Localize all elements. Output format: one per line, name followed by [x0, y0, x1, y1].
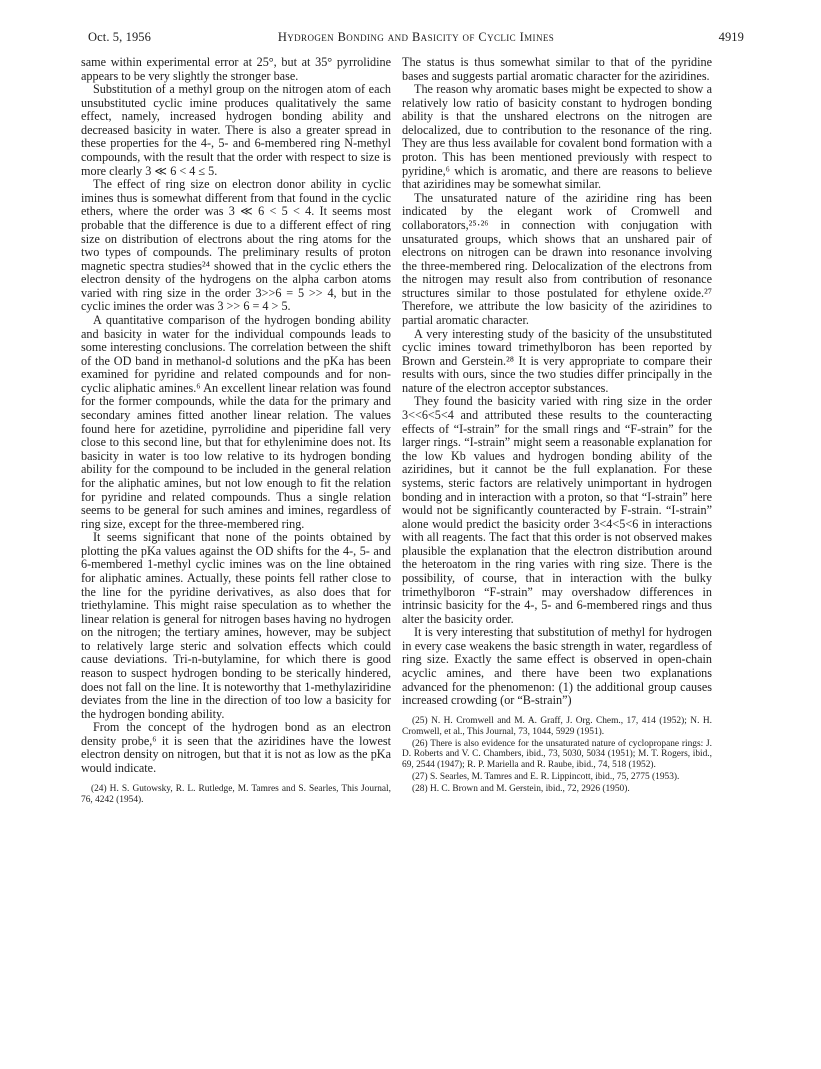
paragraph: It seems significant that none of the points obtained by plotting the pKa values against the OD shifts for the 4-, 5- and 6-membered 1-methyl cyclic imines was on the line obtained for aliphatic amines. Actually, these points fell rather close to the line for the pyridine derivatives, as also does that for triethylamine. This might raise speculation as to whether the linear relation is general for nitrogen bases having no hydrogen on the nitrogen; the tertiary amines, however, may be subject to relatively large steric and solvation effects which could cause deviations. Tri-n-butylamine, for which there is good reason to suspect hydrogen bonding to be sterically hindered, does not fall on the line. It is noteworthy that 1-methylaziridine deviates from the line in the direction of too low a basicity for the hydrogen bonding ability.: [81, 530, 391, 721]
paragraph: From the concept of the hydrogen bond as an electron density probe,⁶ it is seen that the aziridines have the lowest electron density on nitrogen, but that it is not as low as the pKa would indicate.: [81, 720, 391, 776]
paragraph: A quantitative comparison of the hydrogen bonding ability and basicity in water for the individual compounds leads to some interesting conclusions. The correlation between the shift of the OD band in methanol-d solutions and the pKa has been examined for pyridine and related compounds and for non-cyclic aliphatic amines.⁶ An excellent linear relation was found for the former compounds, while the data for the primary and secondary amines fitted another linear relation. The values found here for azetidine, pyrrolidine and piperidine fall very close to this second line, but that for ethylenimine does not. Its basicity in water is too low relative to its hydrogen bonding ability for the compound to be included in the general relation for the aliphatic amines, but not low enough to fit the relation for pyridine and related compounds. Thus a single relation seems to be general for such amines and imines, regardless of ring size, except for the three-membered ring.: [81, 312, 391, 531]
running-header: [88, 30, 744, 50]
footnotes: [402, 716, 712, 795]
footnote: (24) H. S. Gutowsky, R. L. Rutledge, M. Tamres and S. Searles, This Journal, 76, 4242 (1954).: [81, 783, 391, 805]
paragraph: The unsaturated nature of the aziridine ring has been indicated by the elegant work of Cromwell and collaborators,²⁵·²⁶ in connection with conjugation with unsaturated groups, which shows that an unshared pair of electrons on nitrogen can be drawn into resonance involving the three-membered ring. Delocalization of the electrons from the nitrogen may result also from contribution of resonance structures similar to those postulated for ethylene oxide.²⁷ Therefore, we attribute the low basicity of the aziridines to partial aromatic character.: [402, 190, 712, 327]
paragraph: The status is thus somewhat similar to that of the pyridine bases and suggests partial aromatic character for the aziridines.: [402, 55, 712, 83]
paragraph: Substitution of a methyl group on the nitrogen atom of each unsubstituted cyclic imine produces qualitatively the same effect, namely, increased hydrogen bonding ability and decreased basicity in water. There is also a greater spread in these properties for the 4-, 5- and 6-membered ring N-methyl compounds, with the result that the order with respect to size is more clearly 3 ≪ 6 < 4 ≤ 5.: [81, 82, 391, 178]
left-column: [81, 56, 391, 806]
paragraph: They found the basicity varied with ring size in the order 3<<6<5<4 and attributed these results to the counteracting effects of “I-strain” for the small rings and “F-strain” for the larger rings. “I-strain” might seem a reasonable explanation for the low Kb values and hydrogen bonding ability of the aziridines, but it cannot be the full explanation. For these systems, steric factors are relatively unimportant in hydrogen bonding and in interaction with a proton, so that “I-strain” here would not be significantly counteracted by F-strain. “I-strain” alone would predict the basicity order 3<4<5<6 in interactions with all reagents. The fact that this order is not observed makes plausible the explanation that the electron distribution around the heteroatom in the ring varies with ring size. There is the possibility, of course, that in interaction with the bulky trimethylboron “F-strain” may overshadow differences in intrinsic basicity for the 4-, 5- and 6-membered rings and thus alter the basicity order.: [402, 394, 712, 626]
footnote: (28) H. C. Brown and M. Gerstein, ibid., 72, 2926 (1950).: [412, 784, 630, 795]
paragraph: A very interesting study of the basicity of the unsubstituted cyclic imines toward trimethylboron has been reported by Brown and Gerstein.²⁸ It is very appropriate to compare their results with ours, since the two studies differ principally in the nature of the electron acceptor substances.: [402, 326, 712, 395]
footnotes: [81, 784, 391, 806]
right-column: [402, 56, 712, 796]
footnote: (25) N. H. Cromwell and M. A. Graff, J. Org. Chem., 17, 414 (1952); N. H. Cromwell, et al., This Journal, 73, 1044, 5929 (1951).: [402, 715, 712, 737]
footnote: (27) S. Searles, M. Tamres and E. R. Lippincott, ibid., 75, 2775 (1953).: [412, 772, 680, 783]
paragraph: same within experimental error at 25°, but at 35° pyrrolidine appears to be very slightly the stronger base.: [81, 55, 391, 83]
paragraph: It is very interesting that substitution of methyl for hydrogen in every case weakens the basic strength in water, regardless of ring size. Exactly the same effect is observed in open-chain acyclic amines, and there have been two explanations advanced for the phenomenon: (1) the additional group causes increased crowding (or “B-strain”): [402, 625, 712, 708]
paragraph: The reason why aromatic bases might be expected to show a relatively low ratio of basicity constant to hydrogen bonding ability is that the unshared electrons on the nitrogen are delocalized, due to contribution to the resonance of the ring. They are thus less available for covalent bond formation with a proton. This has been mentioned previously with respect to pyridine,⁶ which is aromatic, and there are reasons to believe that aziridines may be somewhat similar.: [402, 82, 712, 192]
footnote: (26) There is also evidence for the unsaturated nature of cyclopropane rings: J. D. Roberts and V. C. Chambers, ibid., 73, 5030, 5034 (1951); M. T. Rogers, ibid., 69, 2544 (1947); R. P. Mariella and R. Raube, ibid., 74, 518 (1952).: [402, 738, 712, 771]
paragraph: The effect of ring size on electron donor ability in cyclic imines thus is somewhat different from that found in the cyclic ethers, where the order was 3 ≪ 6 < 5 < 4. It seems most probable that the difference is due to a different effect of ring size on distribution of electrons about the ring atoms for the two types of compounds. The preliminary results of proton magnetic spectra studies²⁴ showed that in the cyclic ethers the electron density of the hydrogens on the alpha carbon atoms varied with ring size in the order 3>>6 = 5 >> 4, but in the cyclic imines the order was 3 >> 6 = 4 > 5.: [81, 177, 391, 314]
header-date: Oct. 5, 1956: [88, 30, 151, 44]
page-number: 4919: [718, 30, 744, 44]
header-title: Hydrogen Bonding and Basicity of Cyclic Imines: [277, 30, 555, 44]
